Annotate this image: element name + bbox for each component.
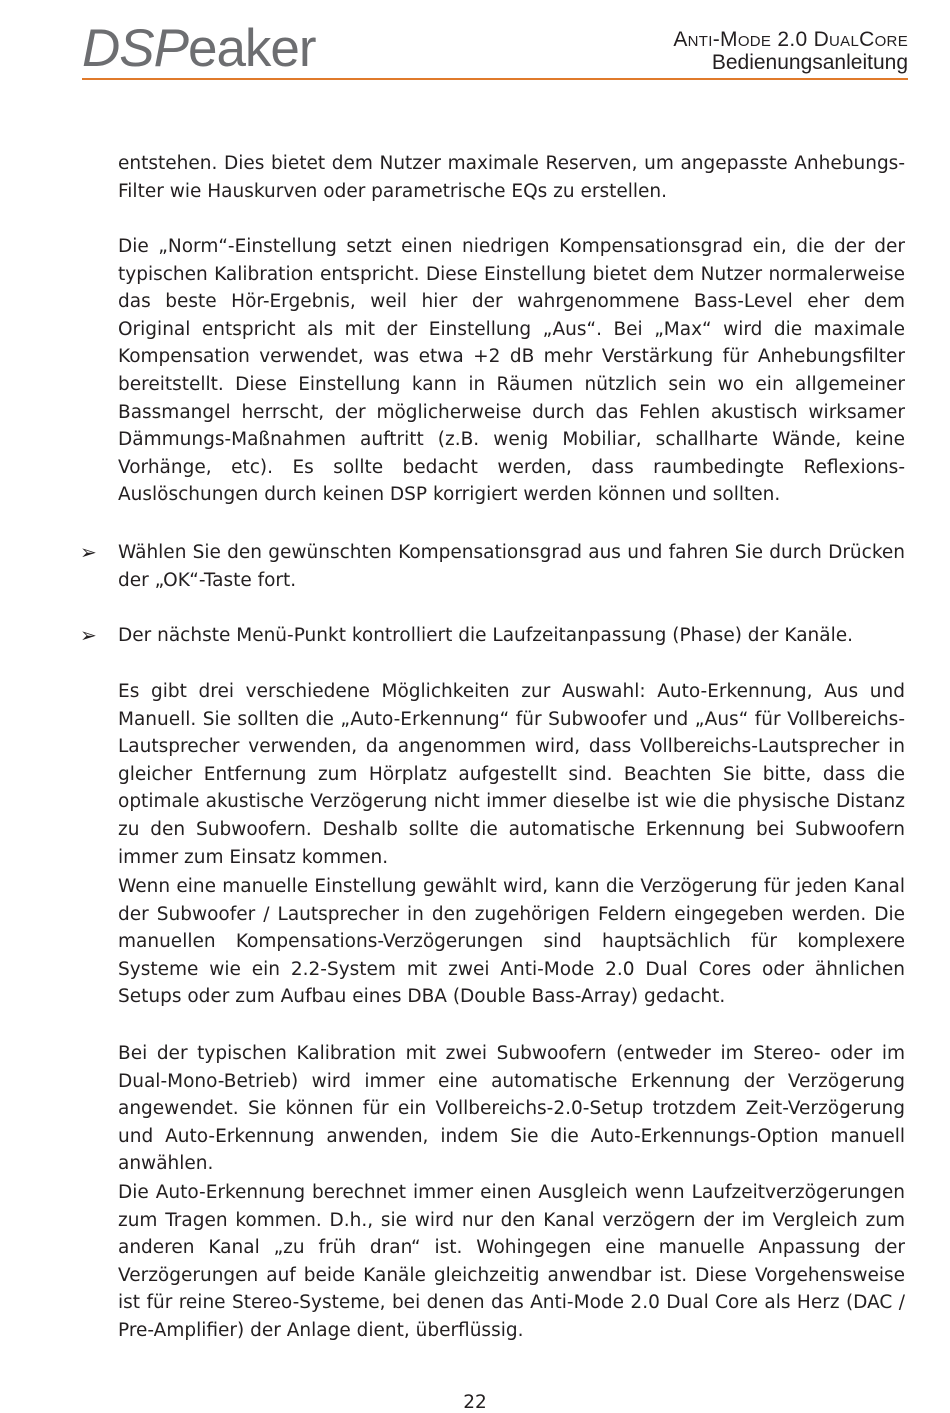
paragraph-manual-delay: Wenn eine manuelle Einstellung gewählt wird, kann die Verzögerung für jeden Kanal der Subwoofer / Lautsprecher in den zugehörigen Feldern eingegeben werden. Die manuellen Kompensations-Verzögerungen sind hauptsächlich für komplexere Systeme wie ein 2.2-System mit zwei Anti-Mode 2.0 Dual Cores oder ähnlichen Setups oder zum Aufbau eines DBA (Double Bass-Array) gedacht. (118, 876, 905, 1008)
paragraph-reserve: entstehen. Dies bietet dem Nutzer maximale Reserven, um angepasste Anhebungs-Filter wie Hauskurven oder parametrische EQs zu erstellen. (118, 153, 905, 202)
bullet-select-compensation: Wählen Sie den gewünschten Kompensationsgrad aus und fahren Sie durch Drücken der „OK“-Taste fort. (118, 542, 905, 591)
paragraph-typical-calibration: Bei der typischen Kalibration mit zwei Subwoofern (entweder im Stereo- oder im Dual-Mono-Betrieb) wird immer eine automatische Erkennung der Verzögerung angewendet. Sie können für ein Vollbereichs-2.0-Setup trotzdem Zeit-Verzögerung und Auto-Erkennung anwenden, indem Sie die Auto-Erkennungs-Option manuell anwählen. (118, 1043, 905, 1175)
document-title: Anti-Mode 2.0 DualCore (673, 28, 908, 51)
bullet-phase-menu: Der nächste Menü-Punkt kontrolliert die Laufzeitanpassung (Phase) der Kanäle. (118, 625, 854, 646)
dspeaker-logo (82, 19, 316, 78)
paragraph-auto-detection: Die Auto-Erkennung berechnet immer einen Ausgleich wenn Laufzeitverzögerungen zum Tragen kommen. D.h., sie wird nur den Kanal verzögern der im Vergleich zum anderen Kanal „zu früh dran“ ist. Wohingegen eine manuelle Anpassung der Verzögerungen auf beide Kanäle gleichzeitig anwendbar ist. Diese Vorgehensweise ist für reine Stereo-Systeme, bei denen das Anti-Mode 2.0 Dual Core als Herz (DAC / Pre-Amplifier) der Anlage dient, überflüssig. (118, 1182, 905, 1341)
bullet-arrow-icon: ➢ (80, 623, 97, 647)
logo-dsp-text: DSP (82, 19, 188, 78)
bullet-arrow-icon: ➢ (80, 540, 97, 564)
paragraph-delay-options: Es gibt drei verschiedene Möglichkeiten zur Auswahl: Auto-Erkennung, Aus und Manuell. Sie sollten die „Auto-Erkennung“ für Subwoofer und „Aus“ für Vollbereichs-Lautsprecher verwenden, da angenommen wird, dass Vollbereichs-Lautsprecher in gleicher Entfernung zum Hörplatz aufgestellt sind. Beachten Sie bitte, dass die optimale akustische Verzögerung nicht immer dieselbe ist wie die physische Distanz zu den Subwoofern. Deshalb sollte die automatische Erkennung bei Subwoofern immer zum Einsatz kommen. (118, 681, 905, 868)
logo-rest-text: eaker (187, 19, 316, 78)
paragraph-norm-setting: Die „Norm“-Einstellung setzt einen niedrigen Kompensationsgrad ein, die der der typischen Kalibration entspricht. Diese Einstellung bietet dem Nutzer normalerweise das beste Hör-Ergebnis, weil hier der wahrgenommene Bass-Level eher dem Original entspricht als mit der Einstellung „Aus“. Bei „Max“ wird die maximale Kompensation verwendet, was etwa +2 dB mehr Verstärkung für Anhebungsfilter bereitstellt. Diese Einstellung kann in Räumen nützlich sein wo ein allgemeiner Bassmangel herrscht, der möglicherweise durch das Fehlen akustisch wirksamer Dämmungs-Maßnahmen auftritt (z.B. wenig Mobiliar, schallharte Wände, keine Vorhänge, etc). Es sollte bedacht werden, dass raumbedingte Reflexions-Auslöschungen durch keinen DSP korrigiert werden können und sollten. (118, 236, 905, 506)
header-rule (82, 78, 908, 80)
page-number: 22 (463, 1392, 487, 1413)
document-subtitle: Bedienungsanleitung (711, 51, 908, 75)
document-header (673, 28, 908, 75)
